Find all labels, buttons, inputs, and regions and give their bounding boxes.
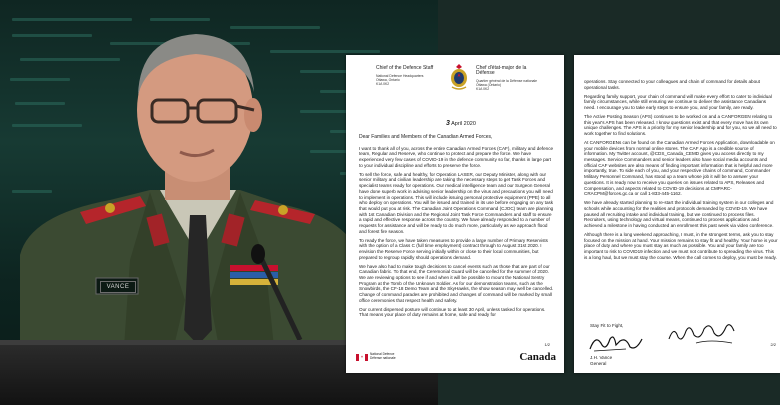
letter-paragraph: We have also had to make tough decisions to cancel events such as those that are part of our Canadian fabric. To that end, the Ceremonial Guard will be cancelled for the summer of 2020. We are reviewing options to see if and when it will be possible to mount the National Sentry Program at the Tomb of the Unknown Soldier. As for our demonstration teams, such as the Snowbirds, the CF-18 Demo Team and the SkyHawks, the show season may well be cancelled. Change of command parades are prohibited and changes of command will be marked by small office ceremonies that respect health and safety. [359, 263, 554, 303]
letterhead-dept-fr: Quartier général de la Défense nationale [476, 79, 538, 83]
canada-wordmark: Canada [519, 351, 556, 363]
canadian-armed-forces-crest-icon [448, 63, 470, 91]
letterhead-french [476, 66, 546, 91]
canada-flag-icon [356, 354, 368, 361]
letter-paragraph: At CANFORGENs can be found on the Canadian Armed Forces Application, downloadable on your mobile devices from normal online stores. The CAF App is a credible source of information. My Twitter account, @CDS_Canada_CEMD gives you access directly to my messages. Service Commanders and senior leaders also have social media accounts and official CAF websites are also means of finding important information that is helpful and more importantly, true. To side each of you, and your respective chains of command, Commander Military Personnel Command, has stood up a team whose job it will be to answer your questions. It is ready now to receive you queries on issues related to APS, Releases and Compensation, and aspects related to COVID-19 decisions at CMPARC-CRACPM@forces.gc.ca or call 1-833-445-1162. [584, 139, 775, 197]
letter-body-page-2 [584, 79, 778, 264]
page-number: 1/2 [544, 342, 550, 347]
letterhead-postal-en: K1A 0K2 [376, 82, 390, 86]
letterhead-city-en: Ottawa, Ontario [376, 78, 400, 82]
signer-title: General [590, 360, 607, 366]
letter-paragraph: Although there is a long weekend approaching, I must, in the strongest terms, ask you to stay focused on the mission at hand. Your mission remains to stay fit and healthy. Your home is your place of duty and where you must stay as much as possible. You and your family are too important to risk to COVID19 infection and we must not contribute to spreading the virus. This is a long haul, but we must stay the course. When the call comes to deploy, you must be ready. [584, 231, 778, 260]
handwritten-note-image [666, 317, 738, 347]
footer-department-fr: Défense nationale [370, 355, 396, 360]
signer-name: J.H. Vance [590, 355, 613, 360]
letter-paragraph: Our current dispersed posture will continue to at least 30 April, unless tasked for operations. That means your place of duty remains at home, safe and ready for [359, 306, 546, 318]
signature-image [586, 331, 646, 355]
letter-date-day: 3 [446, 120, 450, 127]
footer-department-en: National Defence [370, 352, 395, 356]
letter-paragraph: I want to thank all of you, across the entire Canadian Armed Forces (CAF), military and defence team, Regular and Reserve, who continue to protect and prepare the force. We have experienced very few cases of COVID-19 in the defence community so far, thanks in large part to your individual discipline and efforts to preserve the force. [359, 145, 554, 168]
letterhead-city-fr: Ottawa (Ontario) [476, 83, 502, 87]
letterhead-office-fr: Chef d'état-major de la Défense [476, 65, 527, 76]
letter-paragraph: To sell the force, safe and healthy, for Operation LASER, our Deputy Minister, along with our senior military and civilian leadership are taking the necessary steps to get Task Forces and specialist teams ready for operations. Our medical intelligence team and our Surgeon General have done superb work in advising senior leadership on the virus and precautions you will need to implement in operations. This will include issuing personal protective equipment (PPE) to all who deploy on operations. You will be issued and trained in its use before engaging on any task that would put you at risk. The Canadian Joint Operations Command (CJOC) team are planning with 1st Canadian Division and the Regional Joint Task Force Commanders and staff to ensure a rapid and effective response across the country. We have already responded to a number of requests for assistance and will be ready to do much more, particularly as we approach flood and forest fire season. [359, 171, 554, 234]
name-tag: VANCE [100, 281, 136, 293]
letter-page-1 [346, 55, 564, 373]
letterhead-office-en: Chief of the Defence Staff [376, 65, 434, 71]
letter-paragraph: Regarding family support, your chain of command will make every effort to cater to individual family circumstances, while still ensuring we continue to deliver the assistance Canadians need. I encourage you to take early steps to ensure you, and your family, are ready. [584, 93, 772, 110]
page-number: 2/2 [770, 342, 776, 347]
letter-page-2 [574, 55, 780, 373]
letter-date-rest: April 2020 [449, 121, 476, 127]
letter-paragraph: The Active Posting Season (APS) continues to be worked on and a CANFORGEN relating to this year's APS has been released. I know questions exist and that every move has its own unique challenges. The APS is a priority for my senior leadership and for you, so we all need to work together to find solutions. [584, 113, 777, 136]
letter-footer [356, 352, 556, 366]
footer-department [370, 353, 426, 361]
letter-body-page-1 [359, 135, 555, 321]
letter-closing: Stay Fit to Fight, [590, 323, 624, 328]
letter-paragraph: We have already started planning to re-start the individual training system in our colleges and schools while accounting for the realities and protocols demanded by COVID-19. We have paused all recruiting intake and individual training, but we continued to process files. Recruiters, using technology and virtual means, continued to process applications and achieved a milestone in having conducted an enrollment this past week via video conference. [584, 200, 774, 228]
letter-paragraph: To ready the force, we have taken measures to provide a large number of Primary Reservists with the option of a Class C (full time employment) contract through to August 31st 2020. I envision the Reserve Force serving initially within or close to their local communities, but prepared to regroup rapidly should operations demand. [359, 237, 548, 260]
letter-paragraph: operations. Stay connected to your colleagues and chain of command for details about operational tasks. [584, 79, 760, 90]
letter-salutation: Dear Families and Members of the Canadian Armed Forces, [359, 134, 493, 140]
letterhead-english [376, 66, 446, 86]
letterhead-dept-en: National Defence Headquarters [376, 74, 424, 78]
letter-date [446, 120, 476, 127]
letterhead-postal-fr: K1A 0K2 [476, 87, 490, 91]
signer-block [590, 355, 612, 366]
